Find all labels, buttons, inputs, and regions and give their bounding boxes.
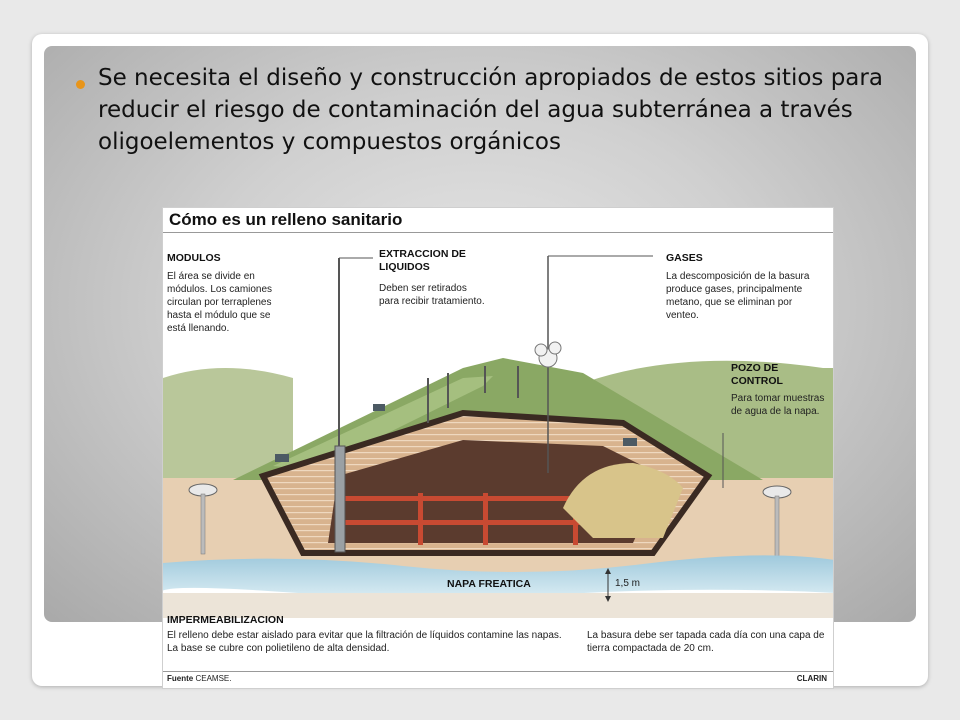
- gases-text: La descomposición de la basura produce gases, principalmente metano, que se eliminan por venteo.: [666, 271, 810, 321]
- footer-source-name: CEAMSE.: [195, 674, 232, 683]
- modulos-text: El área se divide en módulos. Los camiones circulan por terraplenes hasta el módulo que se está llenando.: [167, 271, 273, 334]
- pozo-text: Para tomar muestras de agua de la napa.: [731, 393, 825, 417]
- infographic-title: Cómo es un relleno sanitario: [169, 210, 403, 229]
- impermeabilizacion-heading: IMPERMEABILIZACION: [167, 614, 284, 626]
- landfill-infographic: [162, 207, 834, 689]
- footer-brand: CLARIN: [796, 674, 827, 683]
- footer-source-label: Fuente: [167, 674, 194, 683]
- bullet-dot-icon: [76, 80, 85, 89]
- basura-note: La basura debe ser tapada cada día con una capa de tierra compactada de 20 cm.: [587, 630, 825, 654]
- napa-freatica-label: NAPA FREATICA: [447, 578, 531, 590]
- extraccion-text: Deben ser retirados para recibir tratamiento.: [379, 283, 485, 307]
- modulos-heading: MODULOS: [167, 252, 221, 264]
- impermeabilizacion-text: El relleno debe estar aislado para evitar que la filtración de líquidos contamine las napas. La base se cubre con polietileno de alta densidad.: [167, 630, 562, 654]
- slide-bullet-text: Se necesita el diseño y construcción apropiados de estos sitios para reducir el riesgo de contaminación del agua subterránea a través oligoelementos y compuestos orgánicos: [98, 65, 883, 155]
- truck-icon: [275, 454, 289, 462]
- gases-heading: GASES: [666, 252, 703, 264]
- depth-label: 1,5 m: [615, 578, 641, 589]
- pozo-heading: POZO DE CONTROL: [731, 362, 783, 387]
- title-divider: [163, 232, 834, 233]
- footer-source: [167, 674, 231, 683]
- extraccion-heading: EXTRACCION DE LIQUIDOS: [379, 248, 466, 273]
- footer-divider: [163, 671, 834, 672]
